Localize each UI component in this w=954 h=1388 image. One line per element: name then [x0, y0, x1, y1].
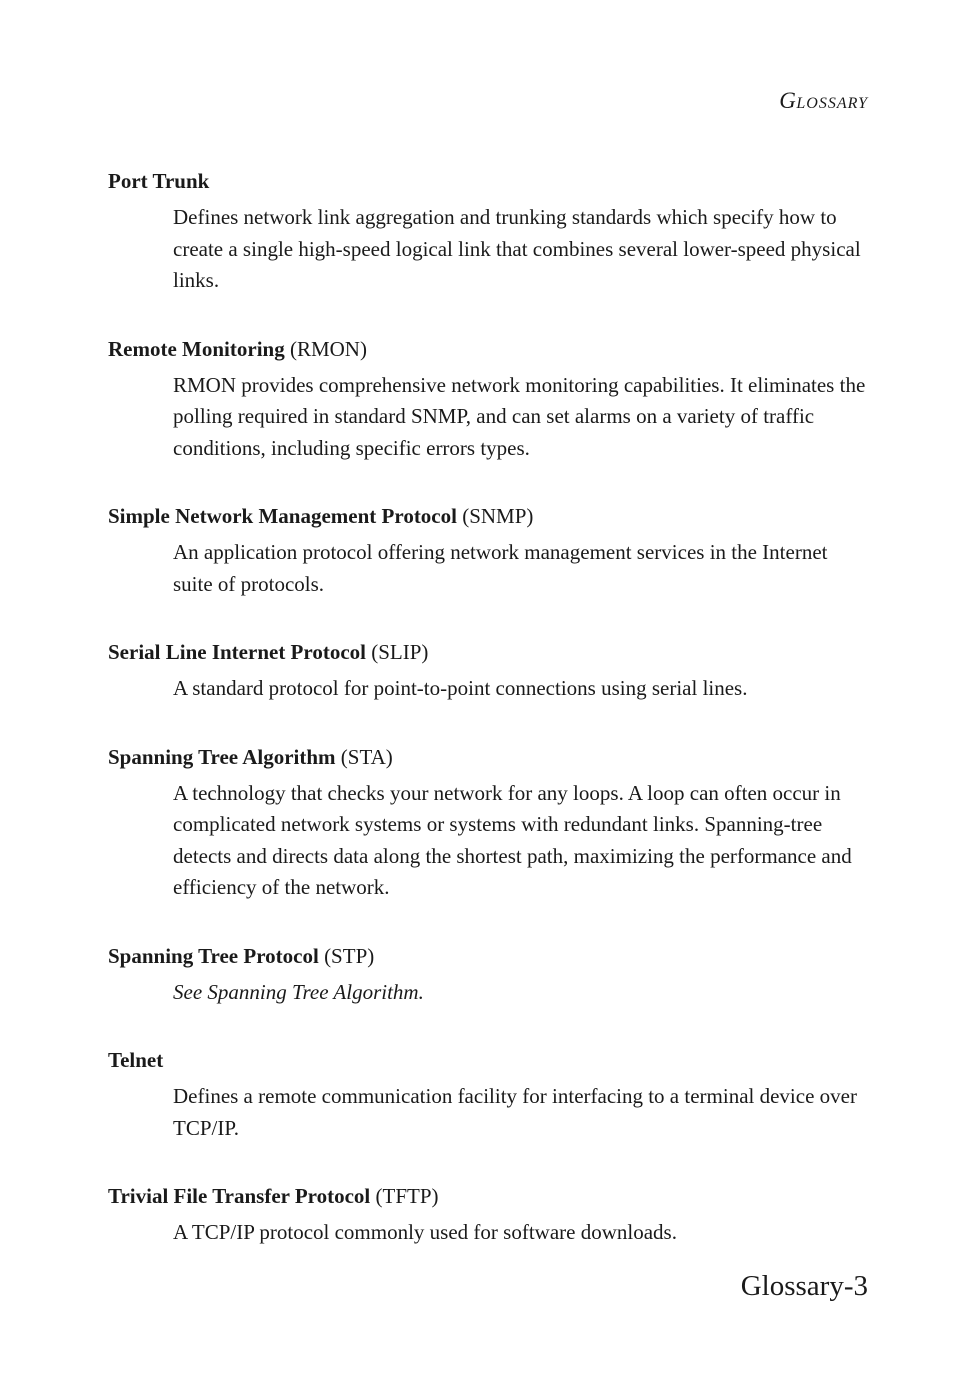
glossary-term	[108, 1045, 868, 1075]
term-definition: Defines a remote communication facility for interfacing to a terminal device over TCP/IP.	[173, 1084, 857, 1140]
glossary-entry-port-trunk	[108, 166, 868, 297]
glossary-term	[108, 334, 868, 364]
running-header	[779, 88, 868, 114]
term-definition: A standard protocol for point-to-point connections using serial lines.	[173, 676, 748, 700]
term-name: Simple Network Management Protocol	[108, 504, 457, 528]
term-abbreviation: (SNMP)	[462, 504, 534, 528]
term-name: Remote Monitoring	[108, 336, 285, 361]
term-definition: A TCP/IP protocol commonly used for software downloads.	[173, 1220, 677, 1244]
glossary-term	[108, 637, 868, 667]
glossary-term	[108, 742, 868, 772]
running-header-rest: LOSSARY	[796, 95, 868, 112]
term-definition: Defines network link aggregation and trunking standards which specify how to create a single high-speed logical link that combines several lower-speed physical links.	[173, 205, 861, 292]
term-abbreviation: (STP)	[324, 943, 375, 968]
glossary-list	[108, 166, 868, 1249]
term-definition: RMON provides comprehensive network monitoring capabilities. It eliminates the polling required in standard SNMP, and can set alarms on a variety of traffic conditions, including specific errors types.	[173, 372, 866, 460]
running-header-initial: G	[779, 88, 797, 113]
term-name: Port Trunk	[108, 169, 210, 193]
glossary-entry-rmon	[108, 334, 868, 465]
glossary-entry-slip	[108, 637, 868, 705]
term-definition: See Spanning Tree Algorithm.	[173, 979, 424, 1004]
page-number: Glossary-3	[740, 1270, 868, 1302]
glossary-entry-telnet	[108, 1045, 868, 1144]
glossary-term	[108, 941, 868, 971]
glossary-entry-snmp	[108, 501, 868, 600]
term-name: Spanning Tree Protocol	[108, 943, 319, 968]
glossary-term	[108, 166, 868, 196]
term-abbreviation: (TFTP)	[375, 1184, 439, 1208]
term-name: Trivial File Transfer Protocol	[108, 1184, 371, 1208]
term-definition: A technology that checks your network for any loops. A loop can often occur in complicated network systems or systems with redundant links. Spanning-tree detects and directs data along the shortest path, maximizing the performance and efficiency of the network.	[173, 780, 852, 899]
term-name: Telnet	[108, 1048, 164, 1072]
term-name: Spanning Tree Algorithm	[108, 744, 336, 769]
glossary-entry-sta	[108, 742, 868, 904]
term-abbreviation: (SLIP)	[371, 640, 429, 664]
term-definition: An application protocol offering network management services in the Internet suite of protocols.	[173, 540, 828, 596]
glossary-term	[108, 501, 868, 531]
term-name: Serial Line Internet Protocol	[108, 640, 366, 664]
term-abbreviation: (STA)	[340, 744, 393, 769]
term-abbreviation: (RMON)	[289, 336, 367, 361]
glossary-term	[108, 1181, 868, 1211]
glossary-entry-stp	[108, 941, 868, 1009]
glossary-entry-tftp	[108, 1181, 868, 1249]
